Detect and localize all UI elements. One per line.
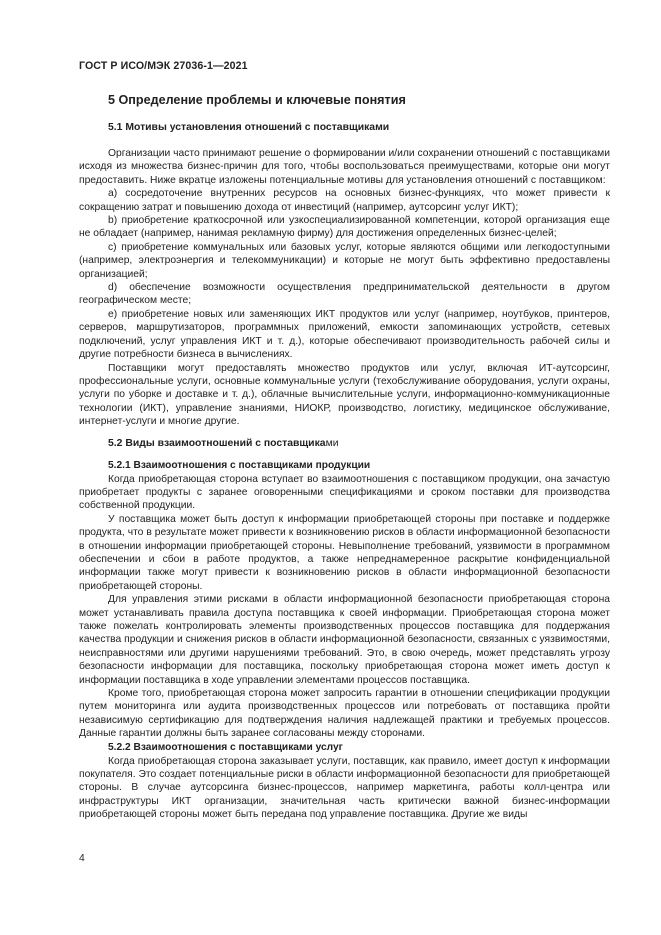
paragraph: Кроме того, приобретающая сторона может запросить гарантии в отношении спецификации продукции путем мониторинга или аудита производственных процессов или потребовать от поставщика пройти независимую сертификацию для подтверждения наличия надлежащей практики и требуемых процессов. Данные гарантии должны быть заранее согласованы между сторонами. (79, 688, 610, 740)
paragraph: Когда приобретающая сторона заказывает услуги, поставщик, как правило, имеет доступ к информации покупателя. Это создает потенциальные риски в области информационной безопасности для приобретающей стороны. В случае аутсорсинга бизнес-процессов, например маркетинга, работы колл-центра или инфраструктуры ИКТ организации, значительная часть критически важной бизнес-информации приобретающей стороны может быть передана под управление поставщика. Другие же виды (79, 755, 610, 821)
section-5-2-title-tail: ми (325, 437, 339, 449)
list-item-a: a) сосредоточение внутренних ресурсов на основных бизнес-функциях, что может привести к сокращению затрат и повышению дохода от инвестиций (например, аутсорсинг услуг ИКТ); (79, 188, 610, 213)
list-item-e: e) приобретение новых или заменяющих ИКТ продуктов или услуг (например, ноутбуков, принтеров, серверов, маршрутизаторов, программных приложений, емкости запоминающих устройств, сетевых подключений, услуг управления ИКТ и т. д.), которые обеспечивают производительность рабочей силы и другие потребности бизнеса в вычислениях. (79, 308, 610, 361)
paragraph: Поставщики могут предоставлять множество продуктов или услуг, включая ИТ-аутсорсинг, профессиональные услуги, основные коммунальные услуги (техобслуживание оборудования, услуги охраны, услуги по уборке и доставке и т. д.), облачные вычислительные услуги, информационно-коммуникационные технологии (ИКТ), управление знаниями, НИОКР, производство, логистику, медицинское обслуживание, интернет-услуги и многие другие. (79, 362, 610, 428)
list-item-d: d) обеспечение возможности осуществления предпринимательской деятельности в другом географическом месте; (79, 282, 610, 307)
section-5-1-title: 5.1 Мотивы установления отношений с поставщиками (108, 122, 390, 133)
paragraph: Организации часто принимают решение о формировании и/или сохранении отношений с поставщиками исходя из множества бизнес-причин для того, чтобы воспользоваться преимуществами, которые они могут предоставить. Ниже вкратце изложены потенциальные мотивы для установления отношений с поставщиком: (79, 148, 610, 186)
section-5-2-title-bold: 5.2 Виды взаимоотношений с поставщика (108, 437, 326, 449)
document-body (79, 91, 610, 822)
paragraph: Когда приобретающая сторона вступает во взаимоотношения с поставщиком продукции, она зачастую приобретает продукты с заранее оговоренными спецификациями и сроком поставки для производства собственной продукции. (79, 473, 610, 512)
page-number: 4 (79, 853, 85, 864)
section-5-2-2-title: 5.2.2 Взаимоотношения с поставщиками услуг (108, 741, 343, 753)
section-5-2-title (108, 437, 610, 451)
list-item-b: b) приобретение краткосрочной или узкоспециализированной компетенции, которой организация еще не обладает (например, нанимая рекламную фирму) для достижения определенных бизнес-целей; (79, 215, 610, 240)
list-item-c: c) приобретение коммунальных или базовых услуг, которые являются общими или легкодоступными (например, электроэнергия и телекоммуникации) и которые не могут быть эффективно предоставлены организацией; (79, 241, 610, 280)
section-5-2-1-title: 5.2.1 Взаимоотношения с поставщиками продукции (108, 459, 371, 471)
section-5-title: 5 Определение проблемы и ключевые понятия (108, 93, 406, 107)
paragraph: У поставщика может быть доступ к информации приобретающей стороны при поставке и поддержке продукта, что в результате может привести к возникновению рисков в области информационной безопасности в отношении информации приобретающей стороны. Невыполнение требований, уязвимости в программном обеспечении и сбои в работе продуктов, а также непреднамеренное раскрытие конфиденциальной информации также могут привести к возникновению рисков в области информационной безопасности приобретающей стороны. (79, 513, 610, 592)
paragraph: Для управления этими рисками в области информационной безопасности приобретающая сторона может устанавливать правила доступа поставщика к своей информации. Приобретающая сторона может также пожелать контролировать элементы производственных процессов поставщика для поддержания качества продукции и снижения рисков в области информационной безопасности, связанных с уязвимостями, неисправностями или другими нарушениями требований. Это, в свою очередь, может представлять угрозу безопасности информации для поставщика, поскольку приобретающая сторона может иметь доступ к информации поставщика в ходе управлении элементами процессов поставщика. (79, 594, 610, 686)
document-header: ГОСТ Р ИСО/МЭК 27036-1—2021 (79, 60, 248, 72)
